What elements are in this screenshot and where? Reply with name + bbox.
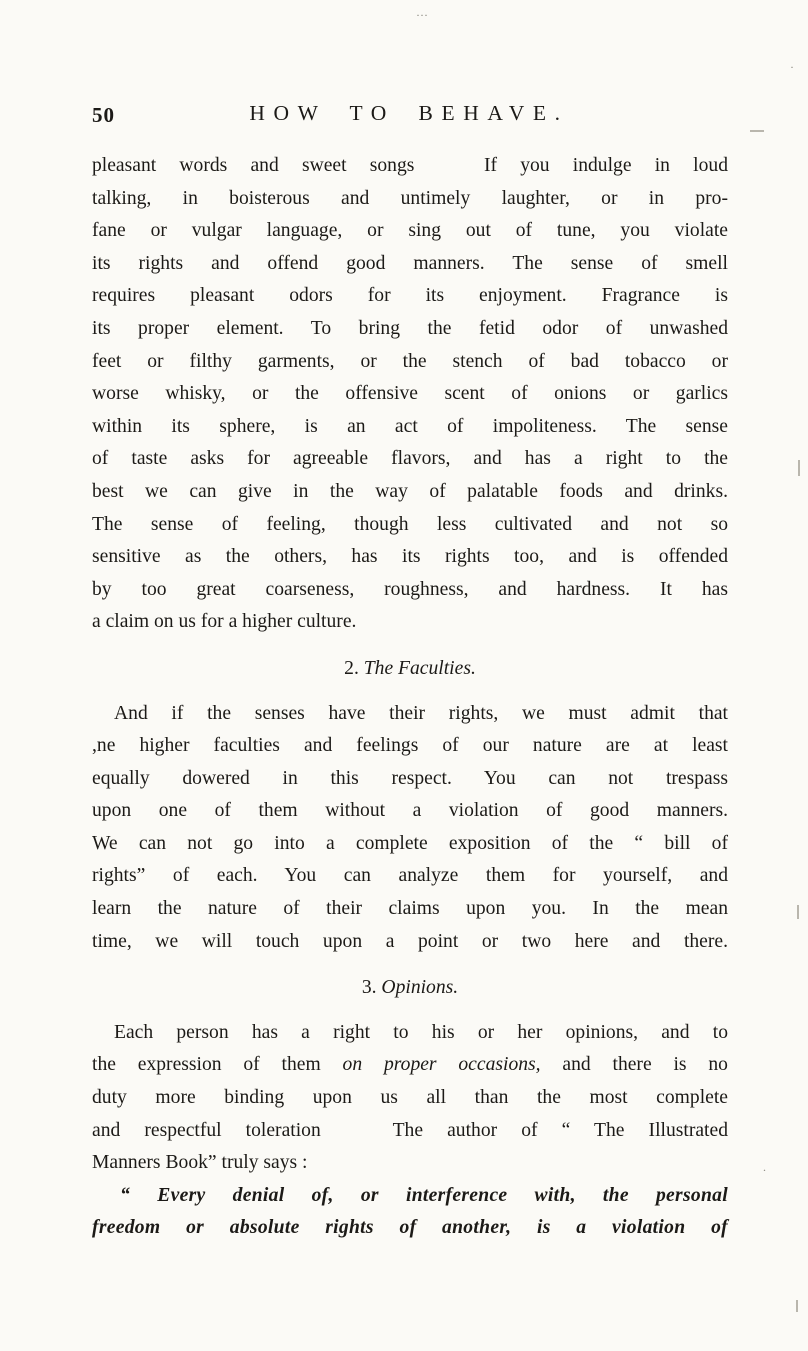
text-line: within its sphere, is an act of impoliteness. The sense xyxy=(92,415,728,437)
text-line: ,ne higher faculties and feelings of our nature are at least xyxy=(92,735,728,757)
page-header xyxy=(92,101,726,131)
text-line: its proper element. To bring the fetid odor of unwashed xyxy=(92,317,728,339)
text-line: its rights and offend good manners. The sense of smell xyxy=(92,252,728,274)
text-line: worse whisky, or the offensive scent of onions or garlics xyxy=(92,383,728,405)
text-line xyxy=(92,1049,728,1082)
text-line: best we can give in the way of palatable foods and drinks. xyxy=(92,480,728,502)
paragraph-opinions xyxy=(92,1017,728,1180)
text-line: “ Every denial of, or interference with, the personal xyxy=(120,1184,728,1206)
paragraph-senses xyxy=(92,150,728,639)
text-line: and respectful toleration The author of “ The Illustrated xyxy=(92,1119,728,1141)
text-segment-italic: on proper occasions, xyxy=(342,1054,541,1076)
scan-artifact xyxy=(797,905,799,919)
text-line: equally dowered in this respect. You can not trespass xyxy=(92,767,728,789)
scan-artifact xyxy=(796,1300,798,1312)
scan-artifact xyxy=(798,460,800,476)
paragraph-faculties xyxy=(92,698,728,959)
text-line: The sense of feeling, though less cultivated and not so xyxy=(92,513,728,535)
section-number: 2. xyxy=(344,657,359,679)
scan-artifact: ··· xyxy=(416,8,428,22)
section-number: 3. xyxy=(361,977,377,999)
section-heading-faculties xyxy=(92,653,728,686)
text-segment: the expression of them xyxy=(92,1054,343,1076)
text-line: pleasant words and sweet songs If you indulge in loud xyxy=(92,155,728,176)
scan-artifact: . xyxy=(763,1160,766,1174)
section-title: Opinions. xyxy=(381,977,459,999)
text-line: freedom or absolute rights of another, is a violation of xyxy=(92,1217,728,1239)
text-line: And if the senses have their rights, we must admit that xyxy=(114,702,728,724)
text-line: learn the nature of their claims upon you. In the mean xyxy=(92,898,728,920)
text-segment: and there is no xyxy=(540,1054,728,1076)
text-line: Each person has a right to his or her opinions, and to xyxy=(114,1021,728,1043)
page-body xyxy=(92,150,728,1245)
scan-artifact: · xyxy=(790,60,794,74)
text-line: a claim on us for a higher culture. xyxy=(92,611,357,633)
text-line: time, we will touch upon a point or two here and there. xyxy=(92,930,728,952)
text-line: duty more binding upon us all than the most complete xyxy=(92,1087,728,1109)
paragraph-quote xyxy=(92,1180,728,1245)
text-line: feet or filthy garments, or the stench of bad tobacco or xyxy=(92,350,728,372)
text-line: fane or vulgar language, or sing out of tune, you violate xyxy=(92,220,728,242)
text-line: Manners Book” truly says : xyxy=(92,1152,308,1174)
section-heading-opinions xyxy=(92,972,728,1005)
running-title: HOW TO BEHAVE. xyxy=(249,101,569,125)
section-title: The Faculties. xyxy=(363,657,476,679)
text-line: requires pleasant odors for its enjoyment. Fragrance is xyxy=(92,285,728,307)
text-line: talking, in boisterous and untimely laughter, or in pro- xyxy=(92,187,728,209)
page-number: 50 xyxy=(92,103,115,127)
scan-artifact xyxy=(750,130,764,132)
text-line: We can not go into a complete exposition of the “ bill of xyxy=(92,832,728,854)
text-line: upon one of them without a violation of good manners. xyxy=(92,800,728,822)
text-line: of taste asks for agreeable flavors, and has a right to the xyxy=(92,448,728,470)
text-line: sensitive as the others, has its rights too, and is offended xyxy=(92,546,728,568)
text-line: by too great coarseness, roughness, and hardness. It has xyxy=(92,578,728,600)
text-line: rights” of each. You can analyze them for yourself, and xyxy=(92,865,728,887)
